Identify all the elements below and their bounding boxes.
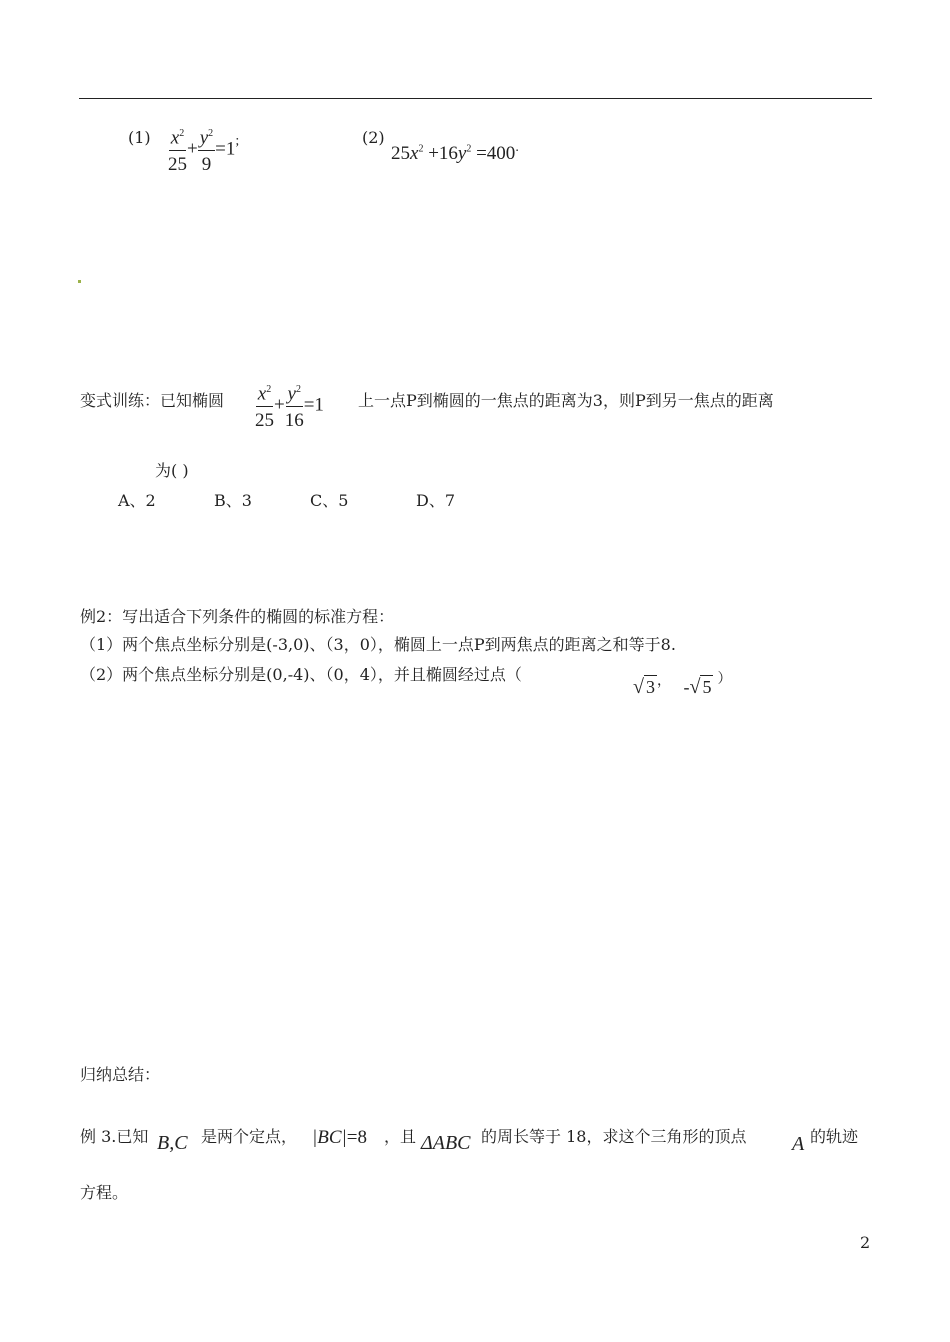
option-a: A、2: [118, 491, 156, 510]
summary-label: 归纳总结：: [80, 1065, 161, 1084]
variant-line2: 为( ): [155, 461, 189, 480]
ex3-text2: ，且: [384, 1127, 417, 1146]
fraction-y2-9: $\frac{y^2}{9}$: [198, 124, 215, 176]
equation-2: $25x^2 +16y^2 =400^.$: [391, 140, 519, 164]
ex2-item2: （2）两个焦点坐标分别是(0,-4)、（0，4），并且椭圆经过点（: [80, 665, 522, 684]
variant-lead: 变式训练：已知椭圆: [80, 391, 225, 410]
ex3-text1: 是两个定点，: [201, 1127, 298, 1146]
ex3-triangle: ΔABC: [421, 1132, 471, 1154]
ex3-abs-bc: |BC|=8: [312, 1127, 367, 1148]
option-c: C、5: [310, 491, 349, 510]
ex3-line2: 方程。: [80, 1183, 129, 1202]
ex3-a: A: [792, 1133, 805, 1155]
header-rule: [79, 98, 872, 99]
ex2-point: √ 3 ， - √ 5 ）: [633, 672, 732, 698]
option-d: D、7: [416, 491, 456, 510]
fraction-x2-25: $\frac{x^2}{25}$: [168, 124, 187, 176]
fraction-x2-25: $\frac{x^2}{25}$: [255, 380, 274, 432]
sqrt-5: √ 5: [689, 676, 712, 698]
ex3-text4: 的轨迹: [810, 1127, 859, 1146]
eq1-label: (1): [128, 128, 151, 147]
equation-1: $\frac{x^2}{25}$ + $\frac{y^2}{9}$ =1;: [168, 124, 239, 176]
sqrt-3: √ 3: [633, 676, 655, 698]
ex3-lead: 例 3.已知: [80, 1127, 149, 1146]
ex2-item1: （1）两个焦点坐标分别是(-3,0)、（3，0），椭圆上一点P到两焦点的距离之和等于8.: [80, 635, 676, 654]
fraction-y2-16: $\frac{y^2}{16}$: [285, 380, 304, 432]
eq2-label: (2): [362, 128, 385, 147]
variant-equation: $\frac{x^2}{25}$ + $\frac{y^2}{16}$ =1: [255, 380, 324, 432]
option-b: B、3: [214, 491, 252, 510]
ex2-title: 例2：写出适合下列条件的椭圆的标准方程：: [80, 607, 395, 626]
speck-mark: [78, 280, 81, 283]
page-number: 2: [860, 1233, 871, 1252]
ex3-bc: B,C: [157, 1132, 188, 1154]
variant-tail: 上一点P到椭圆的一焦点的距离为3，则P到另一焦点的距离: [358, 391, 774, 410]
ex3-text3: 的周长等于 18，求这个三角形的顶点: [481, 1127, 747, 1146]
